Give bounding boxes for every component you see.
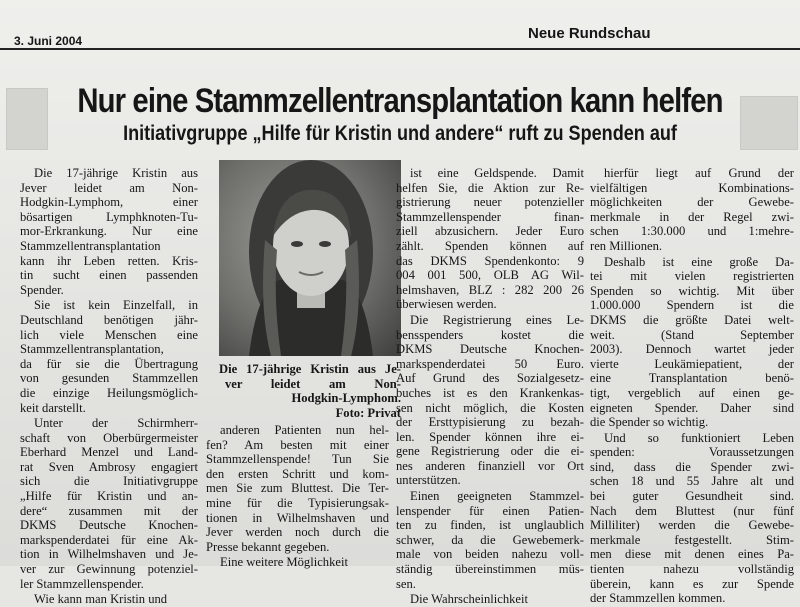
article-column-2 [206,423,389,570]
text-line: überwiesen werden. [396,297,497,312]
text-line: lenspender für einen Patien- [396,503,584,518]
text-line: fen? Am besten mit einer [206,437,389,452]
issue-date: 3. Juni 2004 [14,34,83,48]
text-line: ver zur Gewinnung potenziel- [20,562,198,577]
text-line: Stammzellenspende! Tun Sie [206,452,389,467]
text-line: nes anderen finanziell vor Ort [396,458,584,473]
text-line: bei guter Gesundheit sind. [590,489,794,504]
photo-credit: Foto: Privat [335,405,401,420]
text-line: Stammzellentransplantation, [20,342,164,357]
text-line: ziell abzusichern. Jeder Euro [396,224,584,239]
text-line: unterstützen. [396,473,461,488]
paragraph [20,592,198,607]
text-line: tionen in Wilhelmshaven und [206,510,389,525]
text-line: schen 1:30.000 und 1:mehre- [590,224,794,239]
text-line: merkmale in der Regel zwi- [590,209,794,224]
text-line: tigt, vergeblich auf einen ge- [590,385,794,400]
text-line: tei mit vielen registrierten [590,269,794,284]
paragraph [396,313,584,488]
text-line: Nach dem Bluttest (nur fünf [590,503,794,518]
text-line: gene Registrierung oder die ei- [396,444,584,459]
text-line: len. Spender können ihre ei- [396,429,584,444]
text-line: ten zu finden, ist unglaublich [396,518,584,533]
text-line: der Stammzellen kommen. [590,591,726,606]
text-line: tin sucht einen passenden [20,268,198,283]
text-line: Eine weitere Möglichkeit [220,555,348,570]
text-line: tion in Wilhelmshaven und Je- [20,547,198,562]
text-line: men diese mit denen eines Pa- [590,547,794,562]
paragraph [20,416,198,591]
article-column-3 [396,166,584,607]
text-line: DKMS Deutsche Knochen- [20,518,198,533]
text-line: vielfältigen Kombinations- [590,180,794,195]
text-line: Hodgkin-Lymphom, einer [20,195,198,210]
paragraph [396,166,584,312]
text-line: die einzige Heilungsmöglich- [20,385,198,400]
text-line: Die Wahrscheinlichkeit [410,592,529,607]
text-line: sich die Initiativgruppe [20,474,198,489]
text-line: gistrierung neuer potenzieller [396,195,584,210]
text-line: lich viele Menschen eine [20,327,198,342]
text-line: Jever werden noch durch die [206,525,389,540]
paragraph [590,255,794,430]
text-line: markspenderdatei 50 Euro. [396,356,584,371]
text-line: Stammzellenspender finan- [396,209,584,224]
text-line: helfen Sie, die Aktion zur Re- [396,180,584,195]
text-line: Sie ist kein Einzelfall, in [34,298,198,313]
text-line: bensspenders kostet die [396,327,584,342]
text-line: Deshalb ist eine große Da- [604,254,794,269]
text-line: das DKMS Spendenkonto: 9 [396,253,584,268]
text-line: Wie kann man Kristin und [34,592,168,607]
text-line: Die Registrierung eines Le- [410,312,584,327]
paragraph [396,592,584,607]
paragraph [20,298,198,415]
text-line: buches ist es den Krankenkas- [396,385,584,400]
portrait-photo [219,160,401,356]
text-line: ständig übereinstimmen müs- [396,562,584,577]
text-line: sen. [396,576,416,591]
text-line: schwer, da die Gewebemerk- [396,532,584,547]
text-line: den ersten Schritt und kom- [206,466,389,481]
text-line: Eberhard Menzel und Land- [20,445,198,460]
paragraph [590,166,794,254]
text-line: anderen Patienten nun hel- [220,423,389,437]
text-line: Milliliter) werden die Gewebe- [590,518,794,533]
text-line: merkmale festgestellt. Stim- [590,532,794,547]
text-line: sen nicht möglich, die Kosten [396,400,584,415]
photo-caption [219,362,401,420]
text-line: 1.000.000 Spendern ist die [590,298,794,313]
text-line: weit. (Stand September [590,327,794,342]
paragraph [396,489,584,591]
text-line: Die 17-jährige Kristin aus [34,166,198,180]
text-line: Jever leidet am Non- [20,180,198,195]
caption-line: Die 17-jährige Kristin aus Je- [219,362,401,376]
header-rule [0,48,800,50]
text-line: „Hilfe für Kristin und an- [20,489,198,504]
text-line: 2003). Dennoch wartet jeder [590,342,794,357]
text-line: kann ihr Leben retten. Kris- [20,253,198,268]
text-line: DKMS die größte Datei welt- [590,312,794,327]
newspaper-name: Neue Rundschau [528,25,651,42]
text-line: Einen geeigneten Stammzel- [410,489,584,504]
text-line: Spender. [20,282,64,297]
text-line: mine für die Typisierungsak- [206,495,389,510]
text-line: Deutschland benötigen jähr- [20,312,198,327]
paragraph [206,555,389,570]
text-line: keit darstellt. [20,400,86,415]
text-line: dere“ zusammen mit der [20,503,198,518]
background-clipping [6,88,48,150]
text-line: male von beiden nahezu voll- [396,547,584,562]
paragraph [20,166,198,297]
text-line: überein, kann es zur Spende [590,576,794,591]
text-line: möglichkeiten der Gewebe- [590,195,794,210]
text-line: mor-Erkrankung. Nur eine [20,224,198,239]
text-line: schaft von Oberbürgermeister [20,430,198,445]
text-line: helmshaven, BLZ : 282 200 26 [396,282,584,297]
text-line: ren Millionen. [590,238,663,253]
text-line: DKMS Deutsche Knochen- [396,342,584,357]
text-line: vierte Leukämiepatient, der [590,356,794,371]
text-line: Unter der Schirmherr- [34,416,198,431]
text-line: sind, dass die Spender zwi- [590,459,794,474]
paragraph [206,423,389,554]
portrait-illustration [219,160,401,356]
text-line: bösartigen Lymphknoten-Tu- [20,209,198,224]
article-headline: Nur eine Stammzellentransplantation kann helfen [77,82,723,120]
text-line: 004 001 500, OLB AG Wil- [396,268,584,283]
text-line: Und so funktioniert Leben [604,430,794,445]
text-line: ler Stammzellenspender. [20,576,144,591]
text-line: da für sie die Übertragung [20,356,198,371]
text-line: Presse bekannt gegeben. [206,539,330,554]
background-clipping [740,96,798,150]
text-line: markspenderdatei für eine Ak- [20,532,198,547]
text-line: zählt. Spenden können auf [396,238,584,253]
text-line: eigneten Spender. Daher sind [590,400,794,415]
text-line: Spenden so wichtig. Mit über [590,283,794,298]
text-line: Auf Grund des Sozialgesetz- [396,371,584,386]
caption-line: Hodgkin-Lymphom. [291,391,401,406]
text-line: spenden: Voraussetzungen [590,445,794,460]
text-line: der Ersttypisierung zu bezah- [396,415,584,430]
article-column-4 [590,166,794,606]
text-line: men Sie zum Bluttest. Die Ter- [206,481,389,496]
text-line: von gesunden Stammzellen [20,371,198,386]
text-line: Stammzellentransplantation [20,238,161,253]
text-line: eine Transplantation benö- [590,371,794,386]
article-subheadline: Initiativgruppe „Hilfe für Kristin und andere“ ruft zu Spenden auf [123,122,677,145]
text-line: schen 18 und 55 Jahre alt und [590,474,794,489]
caption-line: ver leidet am Non- [225,376,401,391]
text-line: tienten nahezu vollständig [590,562,794,577]
text-line: die Spender so wichtig. [590,415,709,430]
paragraph [590,431,794,606]
article-column-1 [20,166,198,607]
text-line: ist eine Geldspende. Damit [410,166,584,180]
text-line: hierfür liegt auf Grund der [604,166,794,180]
text-line: rat Sven Ambrosy engagiert [20,459,198,474]
